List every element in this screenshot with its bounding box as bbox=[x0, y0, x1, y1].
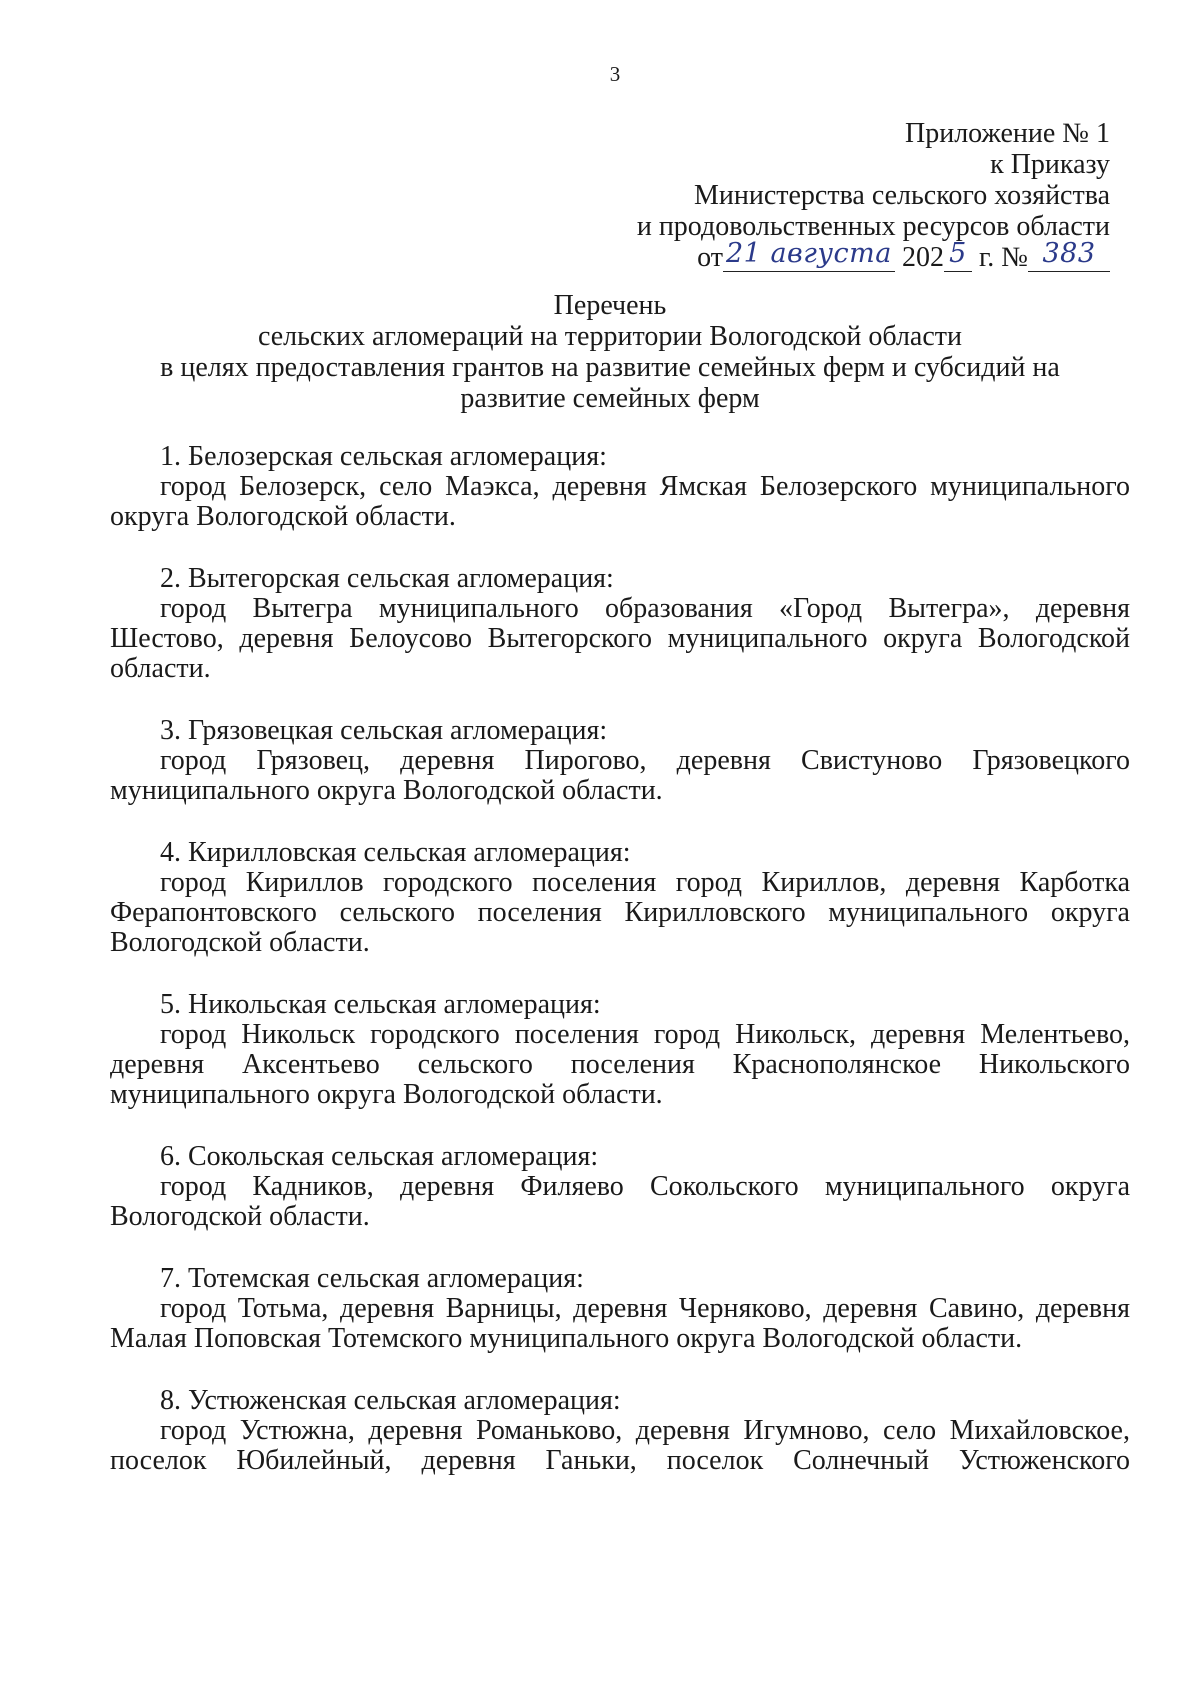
handwritten-date-text: 21 августа bbox=[726, 238, 892, 269]
agglomeration-list bbox=[110, 442, 1130, 1508]
list-item bbox=[110, 442, 1130, 532]
list-item bbox=[110, 564, 1130, 684]
item-heading: 8. Устюженская сельская агломерация: bbox=[160, 1385, 621, 1416]
list-item bbox=[110, 838, 1130, 958]
handwritten-year-text: 5 bbox=[949, 238, 967, 269]
item-heading: 4. Кирилловская сельская агломерация: bbox=[160, 837, 631, 868]
appendix-header bbox=[637, 118, 1110, 273]
item-heading: 5. Никольская сельская агломерация: bbox=[160, 989, 601, 1020]
item-body: город Кадников, деревня Филяево Сокольского муниципального округа Вологодской области. bbox=[110, 1171, 1130, 1232]
title-line-1: Перечень bbox=[553, 290, 667, 321]
appendix-title: Приложение № 1 bbox=[905, 118, 1110, 149]
item-heading: 7. Тотемская сельская агломерация: bbox=[160, 1263, 584, 1294]
appendix-to-order: к Приказу bbox=[990, 149, 1110, 180]
handwritten-number bbox=[1028, 238, 1110, 272]
item-body: город Белозерск, село Маэкса, деревня Ямская Белозерского муниципального округа Вологодской области. bbox=[110, 471, 1130, 532]
title-line-4: развитие семейных ферм bbox=[460, 383, 760, 414]
document-title bbox=[120, 290, 1100, 414]
item-heading: 1. Белозерская сельская агломерация: bbox=[160, 441, 607, 472]
appendix-ministry: Министерства сельского хозяйства bbox=[693, 180, 1110, 211]
item-heading: 2. Вытегорская сельская агломерация: bbox=[160, 563, 614, 594]
item-heading: 6. Сокольская сельская агломерация: bbox=[160, 1141, 599, 1172]
appendix-ministry-cont: и продовольственных ресурсов области bbox=[636, 211, 1110, 242]
handwritten-date bbox=[723, 238, 895, 272]
handwritten-year bbox=[944, 238, 972, 272]
item-body: город Вытегра муниципального образования «Город Вытегра», деревня Шестово, деревня Белоусово Вытегорского муниципального округа Вологодской области. bbox=[110, 593, 1130, 684]
item-heading: 3. Грязовецкая сельская агломерация: bbox=[160, 715, 608, 746]
item-body: город Устюжна, деревня Романьково, деревня Игумново, село Михайловское, поселок Юбилейный, деревня Ганьки, поселок Солнечный Устюженского bbox=[110, 1415, 1130, 1476]
list-item bbox=[110, 1386, 1130, 1476]
year-prefix: 202 bbox=[901, 242, 944, 273]
item-body: город Никольск городского поселения город Никольск, деревня Мелентьево, деревня Аксентьево сельского поселения Краснополянское Никольского муниципального округа Вологодской области. bbox=[110, 1019, 1130, 1110]
title-line-3: в целях предоставления грантов на развитие семейных ферм и субсидий на bbox=[160, 352, 1060, 383]
item-body: город Грязовец, деревня Пирогово, деревня Свистуново Грязовецкого муниципального округа Вологодской области. bbox=[110, 745, 1130, 806]
page-number: 3 bbox=[609, 62, 621, 86]
appendix-date-line bbox=[637, 238, 1110, 273]
handwritten-number-text: 383 bbox=[1042, 238, 1096, 269]
title-line-2: сельских агломераций на территории Вологодской области bbox=[257, 321, 962, 352]
list-item bbox=[110, 1264, 1130, 1354]
year-suffix: г. № bbox=[978, 242, 1028, 273]
item-body: город Кириллов городского поселения город Кириллов, деревня Карботка Ферапонтовского сельского поселения Кирилловского муниципального округа Вологодской области. bbox=[110, 867, 1130, 958]
list-item bbox=[110, 990, 1130, 1110]
item-body: город Тотьма, деревня Варницы, деревня Черняково, деревня Савино, деревня Малая Поповская Тотемского муниципального округа Вологодской области. bbox=[110, 1293, 1130, 1354]
list-item bbox=[110, 716, 1130, 806]
list-item bbox=[110, 1142, 1130, 1232]
from-label: от bbox=[697, 242, 723, 273]
